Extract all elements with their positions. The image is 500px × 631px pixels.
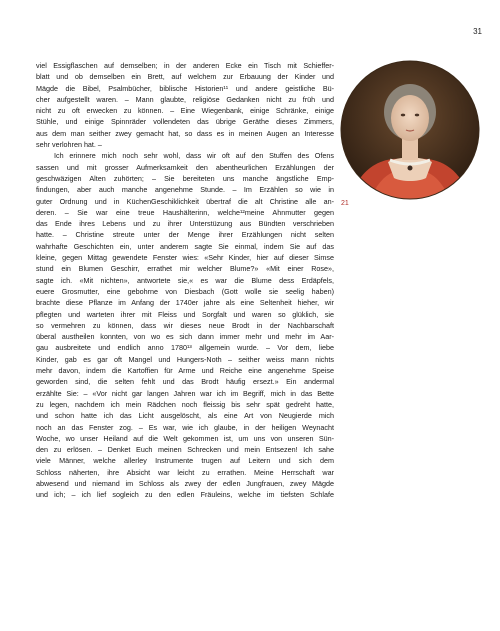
- text-line: Stühle, und einige Spinnräder vollendeten das übrige Geräthe dieses Zimmers,: [36, 117, 334, 127]
- text-line: nicht zu oft erwecken zu können. – Eine Wiegenbank, einige Schränke, einige: [36, 106, 334, 116]
- text-line: deren. – Sie war eine treue Haushälterinn, welche¹²meine Ahnmutter gegen: [36, 207, 334, 217]
- text-line: Kinder, gab es gar oft Mangel und Hungers-Noth – seither weiss mann nichts: [36, 354, 334, 364]
- text-line: viele Männer, welche allerley Instrumente trugen auf Leitern und sich dem: [36, 456, 334, 466]
- body-text: [36, 60, 334, 501]
- text-line: hatte. – Christine streute unter der Menge ihrer Erzählungen nicht selten: [36, 230, 334, 240]
- text-line: sagte ich. «Mit nichten», antwortete sie,« es war die Blume dess Erdäpfels,: [36, 275, 334, 285]
- text-line: viel Essigflaschen auf demselben; in der anderen Ecke ein Tisch mit Schieffer-: [36, 61, 334, 70]
- text-line: noch an das Fenster zog. – Es war, wie ich glaube, in der heiligen Weynacht: [36, 422, 334, 432]
- text-line: aus dem man seither zwey gemacht hat, so dass es in meinen Augen an Interesse: [36, 128, 334, 138]
- text-line: sassen und mit grosser Aufmerksamkeit den abentheurlichen Erzählungen der: [36, 162, 334, 172]
- text-line: brachte diese Pflanze im Anfang der 1740er jahre als eine Seltenheit hieher, wir: [36, 298, 334, 308]
- text-line: zu legen, nachdem ich mein Rädchen noch fleissig bis sehr spät gedreht hatte,: [36, 399, 334, 409]
- text-line: und schon hatte ich das Licht ausgelöscht, als eine Art von Neugierde mich: [36, 411, 334, 421]
- page-number: 31: [473, 27, 482, 36]
- text-line: guter Ordnung und in KüchenGeschiklichkeit übertraf die alt Christine alle an-: [36, 196, 334, 206]
- text-line: Schloss näherten, ihre Absicht war leicht zu errathen. Meine Herrschaft war: [36, 467, 334, 477]
- text-line: überal austheilen konnten, von wo es sich dann immer mehr und mehr im Aar-: [36, 332, 334, 342]
- text-line: gau ausbreitete und endlich anno 1780¹³ allgemein wurde. – Vor dem, liebe: [36, 343, 334, 353]
- text-line: Woche, wo unser Heiland auf die Welt gekommen ist, um uns von unseren Sün-: [36, 433, 334, 443]
- text-line: wahrhafte Geschichten ein, unter anderem sagte Sie einmal, indem Sie auf das: [36, 241, 334, 251]
- text-line: und ich; – ich lief sogleich zu den edlen Fräuleins, welche im tiefsten Schlafe: [36, 490, 334, 500]
- text-line: geworden sind, die selten fehlt und das Brodt häufig ersezt.» Ein andermal: [36, 377, 334, 387]
- text-line: findungen, aber auch manche angenehme Stunde. – Im Erzählen so wie in: [36, 185, 334, 195]
- text-line: geschwäzigen Alten zuhörten; – Sie bereiteten uns manche ängstliche Emp-: [36, 173, 334, 183]
- portrait-image: [340, 60, 480, 200]
- text-line: Mägde die Bibel, Psalmbücher, biblische Historien¹¹ und andere geistliche Bü-: [36, 83, 334, 93]
- text-line: erzählte Sie: – «Vor nicht gar langen Jahren war ich im Begriff, mich in das Bette: [36, 388, 334, 398]
- text-line: cher aufgestellt waren. – Mann glaubte, religiöse Gedanken nicht zu früh und: [36, 94, 334, 104]
- text-line: blatt und ob demselben ein Brett, auf welchem zur Erbauung der Kinder und: [36, 72, 334, 82]
- text-line: den zu erlösen. – Denket Euch meinen Schrecken und mein Entsezen! Ich sahe: [36, 445, 334, 455]
- text-line: sehr verlohren hat. –: [36, 140, 102, 150]
- figure-label: 21: [341, 200, 349, 207]
- text-line: abwesend und niemand im Schloss als zwey der edlen Jungfrauen, zwey Mägde: [36, 478, 334, 488]
- text-line: stund ein Blumen Geschirr, errathet mir welcher Blume?» «Mit einer Rose»,: [36, 264, 334, 274]
- text-line: euere Grosmutter, eine gebohrne von Diesbach (Gott wolle sie seelig haben): [36, 286, 334, 296]
- text-line: Ich erinnere mich noch sehr wohl, dass wir oft auf den Stuffen des Ofens: [54, 151, 334, 161]
- text-line: kleine, gegen Mittag gewendete Fenster wies: «Sehr Kinder, hier auf dieser Simse: [36, 253, 334, 263]
- text-line: das Ende ihres Lebens und zu ihrer Unterstüzung aus Bündten verschrieben: [36, 219, 334, 229]
- text-line: mehr davon, indem die Kartoffien für Arme und Reiche eine angenehme Speise: [36, 366, 334, 376]
- text-line: pflegten und warteten ihrer mit Fleiss und Sorgfalt und waren so glüklich, sie: [36, 309, 334, 319]
- text-line: so vermehren zu können, dass wir dieses neue Brodt in der Nachbarschaft: [36, 320, 334, 330]
